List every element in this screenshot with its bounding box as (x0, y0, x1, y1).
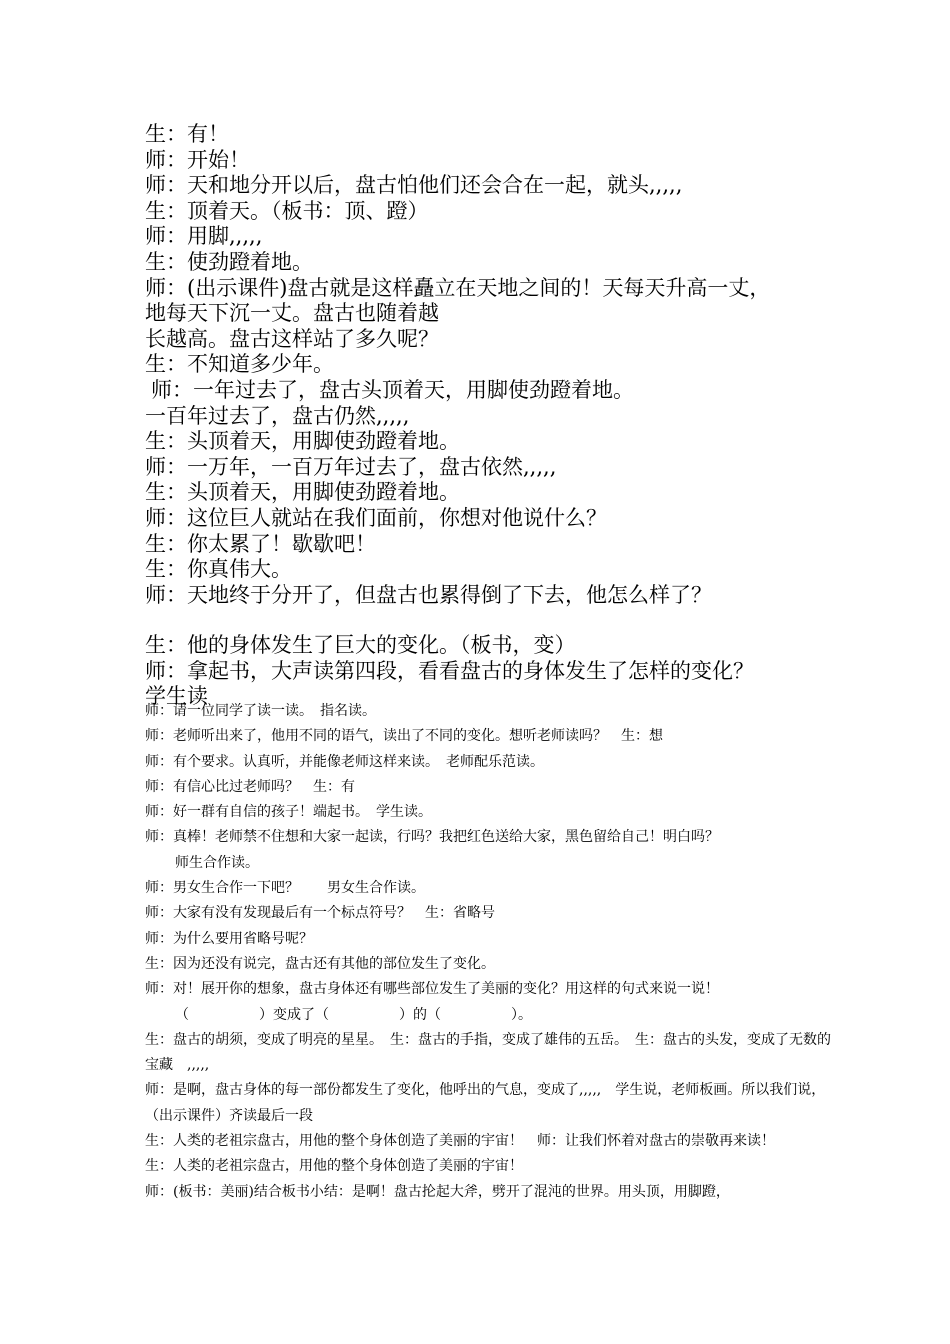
text-line: 生：不知道多少年。 (145, 352, 334, 377)
text-line: 生：有！ (145, 122, 229, 146)
text-line: 生：头顶着天，用脚使劲蹬着地。 (145, 480, 460, 505)
text-line: 生：你真伟大。 (145, 557, 292, 582)
text-line: 生：头顶着天，用脚使劲蹬着地。 (145, 429, 460, 454)
text-line: 生：你太累了！歇歇吧！ (145, 531, 376, 556)
text-line: 师：男女生合作一下吧？ 男女生合作读。 (145, 880, 425, 897)
text-line: 生：因为还没有说完，盘古还有其他的部位发生了变化。 (145, 955, 495, 972)
text-line: 生：人类的老祖宗盘古，用他的整个身体创造了美丽的宇宙！ (145, 1158, 523, 1175)
text-line: 师：对！展开你的想象，盘古身体还有哪些部位发生了美丽的变化？用这样的句式来说一说！ (145, 981, 719, 998)
text-line: 师：这位巨人就站在我们面前，你想对他说什么？ (145, 505, 607, 530)
text-line: 一百年过去了，盘古仍然,,,,, (145, 403, 410, 428)
text-line: 生：使劲蹬着地。 (145, 249, 313, 274)
text-line: 师：开始！ (145, 147, 250, 172)
text-line: 师：有个要求。认真听，并能像老师这样来读。 老师配乐范读。 (145, 753, 544, 770)
text-line: 师：一年过去了，盘古头顶着天，用脚使劲蹬着地。 (151, 377, 634, 402)
text-line: 生：他的身体发生了巨大的变化。（板书，变） (145, 633, 576, 658)
text-line: 师：天地终于分开了，但盘古也累得倒了下去，他怎么样了？ (145, 582, 712, 607)
text-line: 师：天和地分开以后，盘古怕他们还会合在一起，就头,,,,, (145, 173, 683, 198)
dialogue-section-small (145, 699, 835, 1205)
text-line: 生：人类的老祖宗盘古，用他的整个身体创造了美丽的宇宙！ 师：让我们怀着对盘古的崇敬再来读！ (145, 1133, 775, 1150)
text-line: 师：一万年，一百万年过去了，盘古依然,,,,, (145, 454, 557, 479)
text-line: 长越高。盘古这样站了多久呢？ (145, 326, 439, 351)
text-line: 地每天下沉一丈。盘古也随着越 (145, 301, 439, 326)
text-line: 师：请一位同学了读一读。 指名读。 (145, 703, 376, 719)
sentence-pattern-template: （ ）变成了（ ）的（ ）。 (175, 1006, 532, 1023)
text-line: 师：(板书：美丽)结合板书小结：是啊！盘古抡起大斧，劈开了混沌的世界。用头顶，用脚蹬， (145, 1183, 730, 1200)
text-line: 师：老师听出来了，他用不同的语气，读出了不同的变化。想听老师读吗？ 生：想 (145, 728, 663, 745)
text-line: 生：盘古的胡须，变成了明亮的星星。 生：盘古的手指，变成了雄伟的五岳。 生：盘古的头发，变成了无数的宝藏 ,,,,, (145, 1031, 831, 1074)
text-line: 师：真棒！老师禁不住想和大家一起读，行吗？我把红色送给大家，黑色留给自己！明白吗？ (145, 829, 719, 846)
text-line: 师生合作读。 (175, 854, 259, 871)
text-line: 师：大家有没有发现最后有一个标点符号？ 生：省略号 (145, 905, 495, 922)
dialogue-section-large (145, 122, 845, 710)
text-line: 生：顶着天。（板书：顶、蹬） (145, 198, 429, 223)
text-line: 师：(出示课件)盘古就是这样矗立在天地之间的！天每天升高一丈， (145, 275, 771, 300)
text-line: 师：是啊，盘古身体的每一部份都发生了变化，他呼出的气息，变成了,,,,, 学生说，老师板画。所以我们说，（出示课件）齐读最后一段 (145, 1082, 826, 1124)
text-line: 师：用脚,,,,, (145, 224, 263, 249)
text-line: 师：好一群有自信的孩子！端起书。 学生读。 (145, 804, 432, 821)
text-line: 师：为什么要用省略号呢？ (145, 930, 313, 947)
text-line: 学生读 (145, 684, 208, 709)
text-line: 师：有信心比过老师吗？ 生：有 (145, 778, 355, 795)
text-line: 师：拿起书，大声读第四段，看看盘古的身体发生了怎样的变化？ (145, 658, 754, 683)
